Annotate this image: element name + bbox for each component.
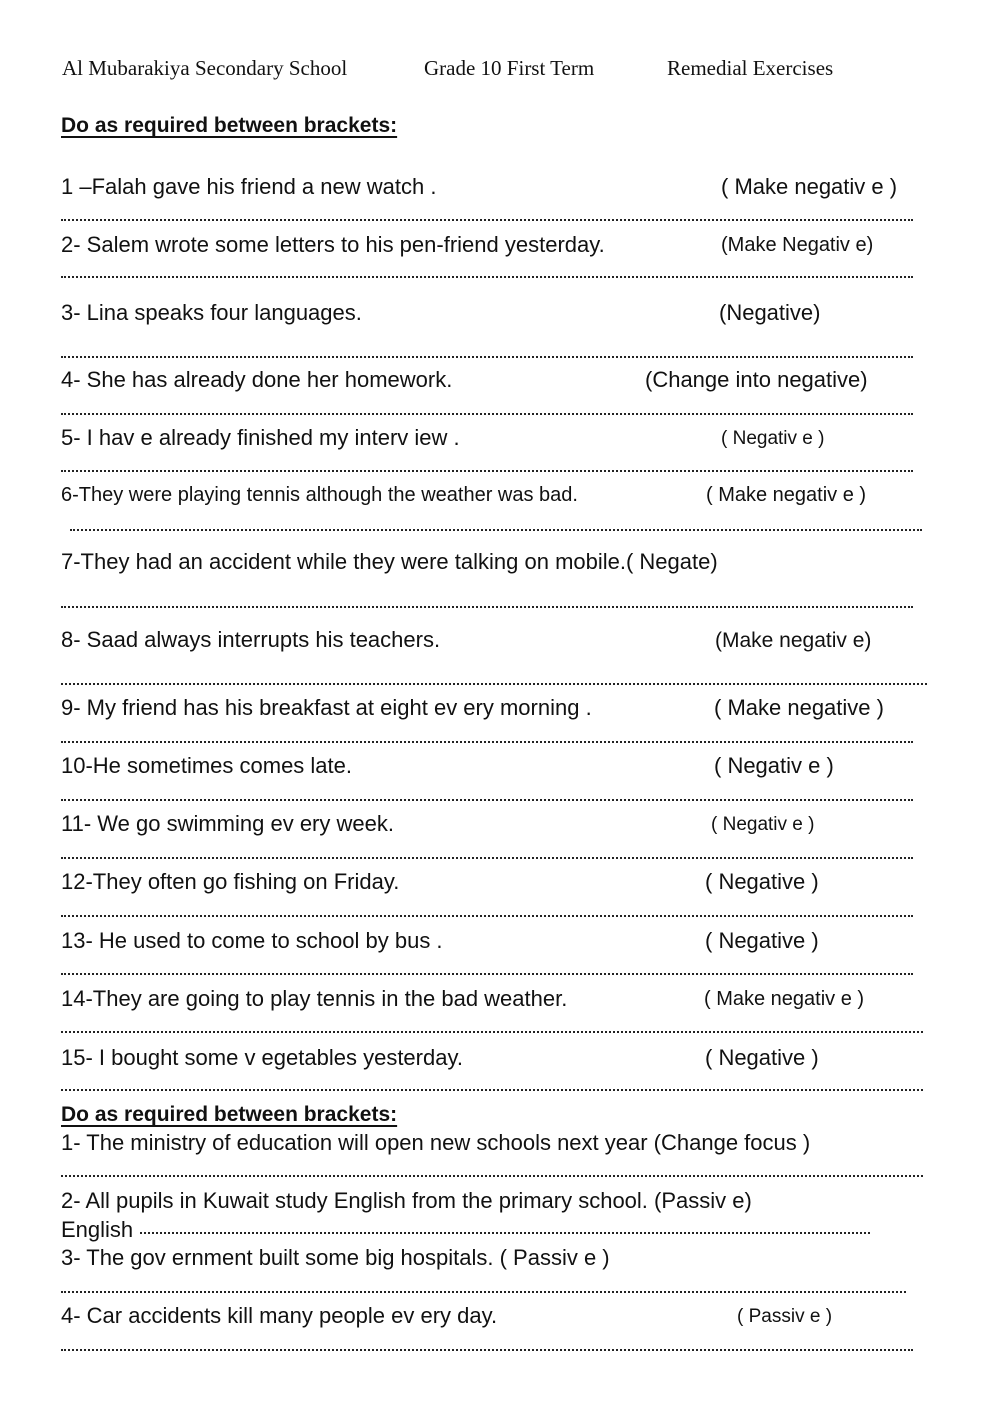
- question-4: 4- She has already done her homework.: [61, 367, 453, 392]
- answer-line-b1[interactable]: [61, 1167, 923, 1177]
- answer-line-15[interactable]: [61, 1081, 923, 1091]
- instruction-3: (Negative): [719, 300, 821, 325]
- question-2: 2- Salem wrote some letters to his pen-friend yesterday.: [61, 232, 605, 257]
- question-b2: 2- All pupils in Kuwait study English from the primary school. (Passiv e): [61, 1188, 752, 1213]
- answer-line-5[interactable]: [61, 462, 913, 472]
- answer-line-13[interactable]: [61, 965, 913, 975]
- instruction-2: (Make Negativ e): [721, 234, 874, 256]
- question-12: 12-They often go fishing on Friday.: [61, 869, 400, 894]
- instruction-11: ( Negativ e ): [711, 814, 815, 835]
- question-8: 8- Saad always interrupts his teachers.: [61, 627, 441, 652]
- question-9: 9- My friend has his breakfast at eight ev ery morning .: [61, 695, 592, 720]
- question-15: 15- I bought some v egetables yesterday.: [61, 1045, 463, 1070]
- answer-line-9[interactable]: [61, 733, 913, 743]
- grade-term: Grade 10 First Term: [424, 56, 595, 80]
- instruction-6: ( Make negativ e ): [706, 484, 867, 506]
- question-10: 10-He sometimes comes late.: [61, 753, 352, 778]
- question-7: 7-They had an accident while they were talking on mobile.( Negate): [61, 549, 718, 574]
- answer-line-7[interactable]: [61, 598, 913, 608]
- question-1: 1 –Falah gave his friend a new watch .: [61, 174, 437, 199]
- answer-line-6[interactable]: [70, 521, 922, 531]
- answer-line-4[interactable]: [61, 405, 913, 415]
- section-1-title: Do as required between brackets:: [61, 114, 398, 137]
- answer-line-14[interactable]: [61, 1023, 923, 1033]
- question-14: 14-They are going to play tennis in the bad weather.: [61, 986, 568, 1011]
- school-name: Al Mubarakiya Secondary School: [62, 56, 348, 80]
- instruction-4: (Change into negative): [645, 367, 868, 392]
- answer-line-11[interactable]: [61, 849, 913, 859]
- answer-line-3[interactable]: [61, 348, 913, 358]
- instruction-8: (Make negativ e): [715, 629, 872, 652]
- question-11: 11- We go swimming ev ery week.: [61, 811, 394, 836]
- instruction-5: ( Negativ e ): [721, 428, 825, 449]
- answer-prefix-b2: English: [61, 1217, 134, 1242]
- answer-line-b2[interactable]: [140, 1224, 870, 1234]
- answer-line-8[interactable]: [61, 675, 927, 685]
- question-3: 3- Lina speaks four languages.: [61, 300, 362, 325]
- question-b1: 1- The ministry of education will open new schools next year (Change focus ): [61, 1130, 811, 1155]
- page-header: [62, 56, 962, 81]
- answer-line-b3[interactable]: [61, 1283, 906, 1293]
- instruction-13: ( Negative ): [705, 928, 819, 953]
- answer-line-b4[interactable]: [61, 1341, 913, 1351]
- instruction-1: ( Make negativ e ): [721, 174, 898, 199]
- instruction-9: ( Make negative ): [714, 695, 884, 720]
- instruction-b4: ( Passiv e ): [737, 1306, 833, 1327]
- answer-line-1[interactable]: [61, 211, 913, 221]
- answer-line-10[interactable]: [61, 791, 913, 801]
- instruction-15: ( Negative ): [705, 1045, 819, 1070]
- section-2-title: Do as required between brackets:: [61, 1103, 398, 1126]
- answer-line-2[interactable]: [61, 268, 913, 278]
- answer-line-12[interactable]: [61, 907, 913, 917]
- instruction-12: ( Negative ): [705, 869, 819, 894]
- instruction-14: ( Make negativ e ): [704, 988, 865, 1010]
- question-6: 6-They were playing tennis although the weather was bad.: [61, 484, 578, 506]
- worksheet-title: Remedial Exercises: [667, 56, 834, 80]
- instruction-10: ( Negativ e ): [714, 753, 834, 778]
- question-b4: 4- Car accidents kill many people ev ery day.: [61, 1303, 498, 1328]
- question-13: 13- He used to come to school by bus .: [61, 928, 443, 953]
- question-5: 5- I hav e already finished my interv iew .: [61, 425, 460, 450]
- question-b3: 3- The gov ernment built some big hospitals. ( Passiv e ): [61, 1245, 610, 1270]
